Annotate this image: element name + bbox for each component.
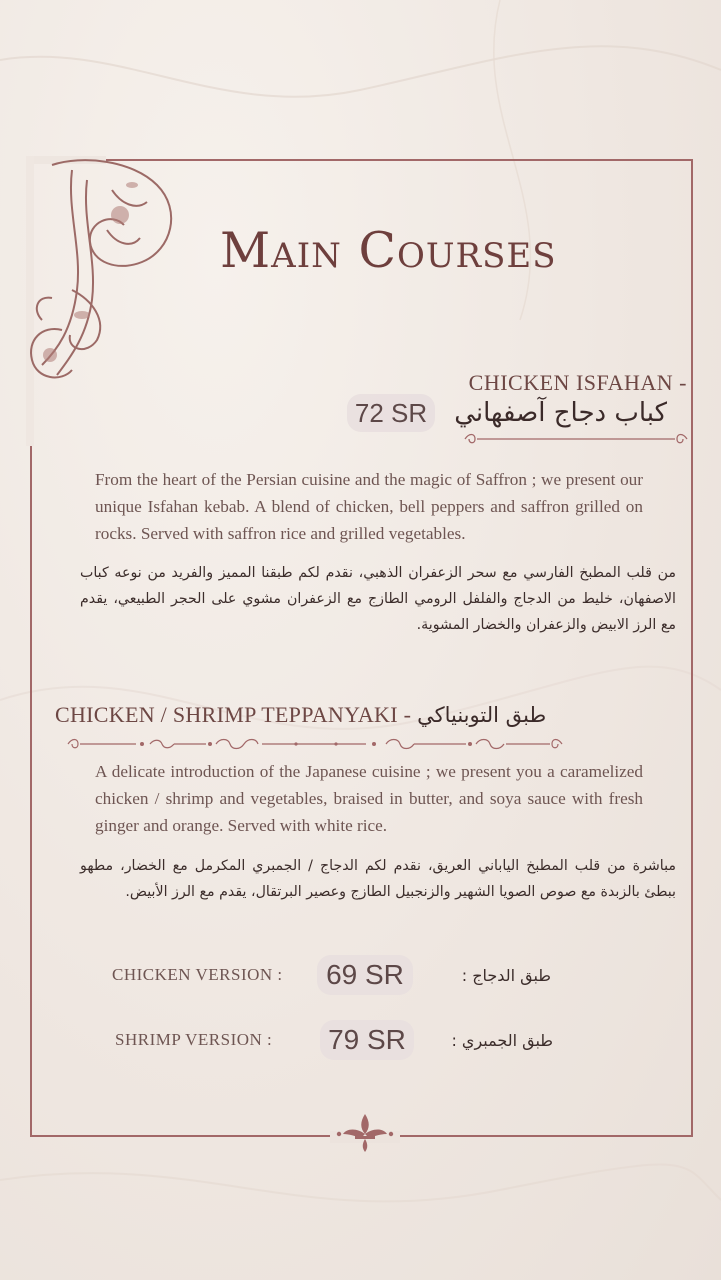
dish-description-ar: من قلب المطبخ الفارسي مع سحر الزعفران الذهبي، نقدم لكم طبقنا المميز والفريد من نوعه كباب الاصفهان، خليط من الدجاج والفلفل الرومي الطازج مع الزعفران مشوي على الحجر الطبيعي، يقدم مع الرز الابيض والزعفران والخضار المشوية. (80, 565, 676, 633)
ornamental-letter-p-icon (12, 150, 177, 390)
shrimp-version-price: 79 SR (320, 1020, 414, 1060)
dish-description-en: From the heart of the Persian cuisine and the magic of Saffron ; we present our unique Isfahan kebab. A blend of chicken, bell peppers and saffron grilled on rocks. Served with saffron rice and grilled vegetables. (95, 470, 643, 543)
dish-name-ar: كباب دجاج آصفهاني (454, 398, 667, 428)
dish-description-ar: مباشرة من قلب المطبخ الياباني العريق، نقدم لكم الدجاج / الجمبري المكرمل مع الخضار، مطهو ببطئ بالزبدة مع صوص الصويا الشهير والزنجبيل الطازج وعصير البرتقال، يقدم مع الرز الأبيض. (80, 858, 676, 900)
chicken-version-label-ar: طبق الدجاج : (461, 966, 551, 985)
shrimp-version-label-ar: طبق الجمبري : (451, 1031, 553, 1050)
price-badge: 72 SR (347, 394, 435, 432)
fleur-de-lis-icon (335, 1110, 395, 1155)
shrimp-version-label: SHRIMP VERSION : (115, 1030, 273, 1049)
dish-name-en: CHICKEN ISFAHAN - (468, 370, 687, 395)
chicken-version-label: CHICKEN VERSION : (112, 965, 283, 984)
dish-name-ar: طبق التوبنياكي (417, 703, 547, 727)
flourish-divider-icon (463, 432, 689, 446)
flourish-divider-icon (66, 736, 564, 752)
dish-description-en: A delicate introduction of the Japanese cuisine ; we present you a caramelized chicken / shrimp and vegetables, braised in butter, and soya sauce with fresh ginger and orange. Served with white rice. (95, 762, 643, 835)
dish-name (55, 702, 546, 728)
page-title: Main Courses (220, 222, 557, 279)
dish-name-en: CHICKEN / SHRIMP TEPPANYAKI - (55, 702, 412, 727)
chicken-version-price: 69 SR (317, 955, 413, 995)
